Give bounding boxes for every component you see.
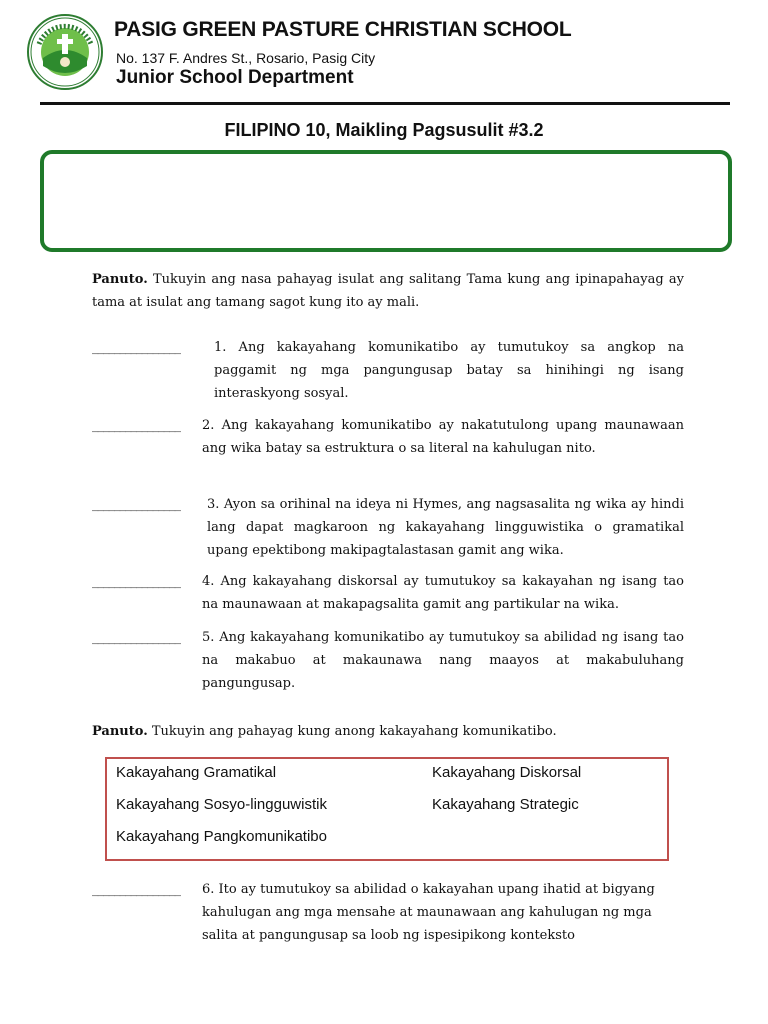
question-3 bbox=[92, 493, 684, 562]
question-text: 3. Ayon sa orihinal na ideya ni Hymes, ang nagsasalita ng wika ay hindi lang dapat magkaroon ng kakayahang lingguwistika o gramatikal upang epektibong makipagtalastasan gamit ang wika. bbox=[207, 497, 684, 558]
question-4 bbox=[92, 570, 684, 616]
instructions-label: Panuto. bbox=[92, 724, 148, 739]
school-seal-logo bbox=[27, 14, 103, 90]
school-name: PASIG GREEN PASTURE CHRISTIAN SCHOOL bbox=[114, 18, 572, 41]
instructions-text: Tukuyin ang nasa pahayag isulat ang salitang Tama kung ang ipinapahayag ay tama at isulat ang tamang sagot kung ito ay mali. bbox=[92, 272, 684, 310]
question-6 bbox=[92, 878, 684, 947]
answer-blank[interactable]: ________________ bbox=[92, 340, 180, 355]
choice-item: Kakayahang Diskorsal bbox=[432, 764, 582, 781]
answer-blank[interactable]: ________________ bbox=[92, 418, 180, 433]
question-text: 4. Ang kakayahang diskorsal ay tumutukoy sa kakayahan ng isang tao na maunawaan at makapagsalita gamit ang partikular na wika. bbox=[202, 574, 684, 612]
question-text: 2. Ang kakayahang komunikatibo ay nakatutulong upang maunawaan ang wika batay sa estruktura o sa literal na kahulugan nito. bbox=[202, 418, 684, 456]
answer-blank[interactable]: ________________ bbox=[92, 574, 180, 589]
quiz-title: FILIPINO 10, Maikling Pagsusulit #3.2 bbox=[224, 120, 544, 140]
question-1 bbox=[92, 336, 684, 405]
instructions-2 bbox=[92, 720, 684, 743]
question-2 bbox=[92, 414, 684, 460]
department-name: Junior School Department bbox=[116, 67, 354, 88]
choice-item: Kakayahang Strategic bbox=[432, 796, 579, 813]
instructions-1 bbox=[92, 268, 684, 314]
choices-box bbox=[105, 757, 669, 861]
answer-blank[interactable]: ________________ bbox=[92, 882, 180, 897]
question-text: 6. Ito ay tumutukoy sa abilidad o kakayahan upang ihatid at bigyang kahulugan ang mga mensahe at maunawaan ang kahulugan ng mga salita at pangungusap sa loob ng ispesipikong konteksto bbox=[202, 882, 655, 943]
choice-item: Kakayahang Sosyo-lingguwistik bbox=[116, 796, 327, 813]
question-5 bbox=[92, 626, 684, 695]
choice-item: Kakayahang Gramatikal bbox=[116, 764, 277, 781]
instructions-text: Tukuyin ang pahayag kung anong kakayahang komunikatibo. bbox=[151, 724, 557, 739]
choice-item: Kakayahang Pangkomunikatibo bbox=[116, 828, 327, 845]
school-address: No. 137 F. Andres St., Rosario, Pasig City bbox=[116, 50, 376, 66]
answer-blank[interactable]: ________________ bbox=[92, 630, 180, 645]
header-divider bbox=[40, 102, 730, 105]
answer-blank[interactable]: ________________ bbox=[92, 497, 180, 512]
question-text: 1. Ang kakayahang komunikatibo ay tumutukoy sa angkop na paggamit ng mga pangungusap batay sa hinihingi ng isang interaskyong sosyal. bbox=[214, 340, 684, 401]
question-text: 5. Ang kakayahang komunikatibo ay tumutukoy sa abilidad ng isang tao na makabuo at makaunawa nang maayos at makabuluhang pangungusap. bbox=[202, 630, 684, 691]
instructions-label: Panuto. bbox=[92, 272, 148, 287]
name-score-box bbox=[40, 150, 732, 252]
